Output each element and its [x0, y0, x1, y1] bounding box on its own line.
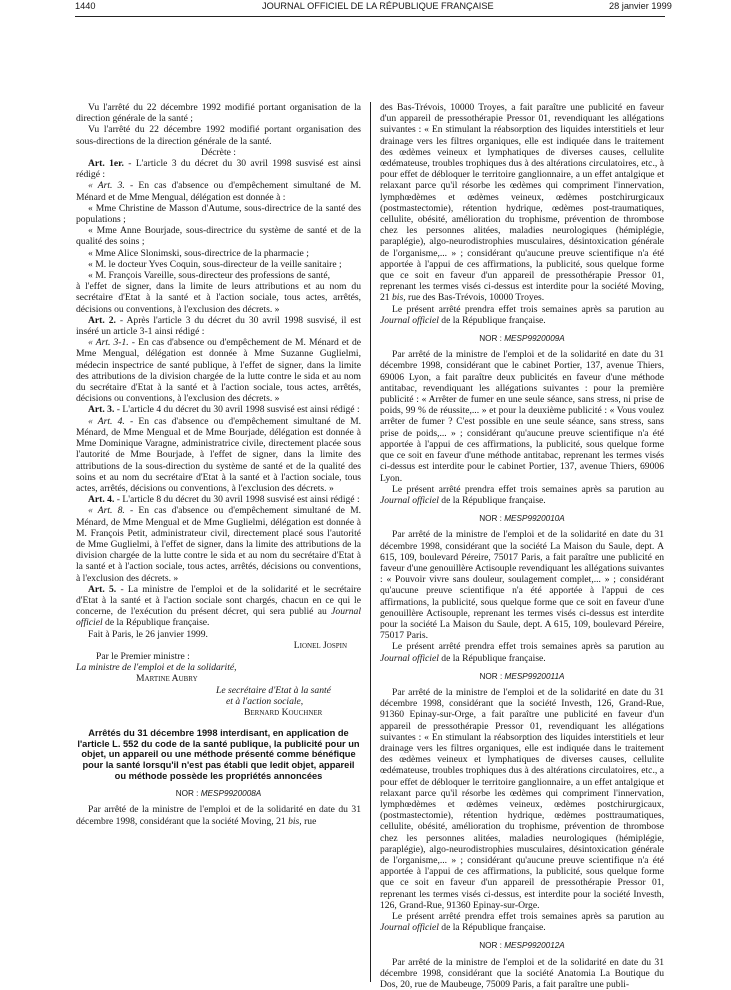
arrete-paragraph: Par arrêté de la ministre de l'emploi et de la solidarité en date du 31 décembre 1998, considérant que le cabinet Portier, 137, avenue Thiers, 69006 Lyon, a fait paraître deux publicités en faveur d'une méthode antitabac, revendiquant les allégations suivantes : pour la première publicité : « Arrêter de fumer en une seule séance, sans stress, ni prise de poids, 99 % de réussite,... » et pour la deuxième publicité : « Vous voulez arrêter de fumer ? C'est possible en une seule séance, sans stress, sans prise de poids,... » ; considérant qu'aucune preuve scientifique n'a été apportée à l'appui de ces affirmations, la publicité, sous quelque forme que ce soit en faveur d'une méthode antitabac, reprenant les termes visés ci-dessus est interdite pour le cabinet Portier, 137, avenue Thiers, 69006 Lyon.: [380, 349, 664, 484]
signature-ministre: La ministre de l'emploi et de la solidarité,: [76, 662, 237, 674]
quote-paragraph: « Art. 4. - En cas d'absence ou d'empêchement simultané de M. Ménard, de Mme Mengual et de Mme Bourjade, délégation est donnée à Mme Dominique Varagne, administratrice civile, directement placée sous l'autorité de Mme Bourjade, à l'effet de signer, dans la limite des attributions de la sous-direction du système de santé et de la qualité des soins et au nom du secrétaire d'Etat à la santé et à l'action sociale, tous actes, arrêtés, décisions ou conventions, à l'exclusion des décrets. »: [76, 415, 362, 494]
nor-reference: NOR : MESP9920010A: [479, 514, 565, 524]
nor-reference: NOR : MESP9920012A: [479, 941, 565, 951]
quote-paragraph: à l'effet de signer, dans la limite de leurs attributions et au nom du secrétaire d'Etat à la santé et à l'action sociale, tous actes, arrêtés, décisions ou conventions, à l'exclusion des décrets. »: [76, 281, 361, 315]
arretes-title: Arrêtés du 31 décembre 1998 interdisant, en application de l'article L. 552 du code de la santé publique, la publicité pour un objet, un appareil ou une méthode présenté comme bénéfique pour la santé lorsqu'il n'est pas établi que ledit objet, appareil ou méthode possède les propriétés annoncées: [77, 728, 360, 781]
decrete-heading: Décrète :: [201, 146, 236, 158]
arrete-paragraph: des Bas-Trévois, 10000 Troyes, a fait paraître une publicité en faveur d'un appareil de pressothérapie Pressor 01, revendiquant les allégations suivantes : « En stimulant la réabsorption des liquides interstitiels et leur drainage vers les filtres organiques, elle est indiquée dans le traitement des œdèmes veineux et lymphatiques de diverses causes, cellulite œdémateuse, troubles trophiques dus à des altérations circulatoires, etc., à pour effet de débloquer le territoire ganglionnaire, a un effet antalgique et relaxant parce qu'il résorbe les œdèmes qui compriment l'innervation, lymphœdèmes et œdèmes veineux, œdèmes postchirurgicaux (postmastectomie), rétention hydrique, œdèmes post-traumatiques, cellulite, obésité, amélioration du trophisme, prévention de thrombose chez les personnes alitées, maladies neurologiques (hémiplégie, paraplégie), algo-neurodistrophies musculaires, désintoxication générale de l'organisme,... » ; considérant qu'aucune preuve scientifique n'a été apportée à l'appui de ces affirmations, la publicité, sous quelque forme que ce soit en faveur d'un appareil de pressothérapie Pressor 01, reprenant les termes visés ci-dessus est interdite pour la société Moving, 21 bis, rue des Bas-Trévois, 10000 Troyes.: [380, 102, 664, 304]
effect-paragraph: Le présent arrêté prendra effet trois semaines après sa parution au Journal officiel de la République française.: [380, 483, 664, 506]
vu-paragraph: Vu l'arrêté du 22 décembre 1992 modifié portant organisation de la direction générale de la santé ;: [76, 102, 361, 125]
issue-date: 28 janvier 1999: [609, 1, 672, 11]
nor-reference: NOR : MESP9920008A: [175, 789, 262, 799]
quote-paragraph: « Mme Alice Slonimski, sous-directrice de la pharmacie ;: [88, 247, 309, 259]
effect-paragraph: Le présent arrêté prendra effet trois semaines après sa parution au Journal officiel de la République française.: [380, 911, 664, 934]
arrete-paragraph: Par arrêté de la ministre de l'emploi et de la solidarité en date du 31 décembre 1998, considérant que la société Anatomia La Boutique du Dos, 20, rue de Maubeuge, 75009 Paris, a fait paraître une publi-: [380, 956, 664, 990]
arrete-paragraph: Par arrêté de la ministre de l'emploi et de la solidarité en date du 31 décembre 1998, considérant que la société Investh, 126, Grand-Rue, 91360 Epinay-sur-Orge, a fait paraître une publicité en faveur d'un appareil de pressothérapie Pressor 01, revendiquant les allégations suivantes : « En stimulant la réabsorption des liquides interstitiels et leur drainage vers les filtres organiques, elle est indiquée dans le traitement des œdèmes veineux et lymphatiques de diverses causes, cellulite œdémateuse, troubles trophiques dus à des altérations circulatoires, etc., a pour effet de débloquer le territoire ganglionnaire, a un effet antalgique et relaxant parce qu'il résorbe les œdèmes qui compriment l'innervation, lymphœdèmes et œdèmes veineux, œdèmes postchirurgicaux, (postmastectomie), rétention hydrique, œdèmes posttraumatiques, cellulite, obésité, amélioration du trophisme, prévention de thrombose chez les personnes alitées, maladies neurologiques (hémiplégie, paraplégie), algo-neurodistrophies musculaires, désintoxication générale de l'organisme,... » ; considérant qu'aucune preuve scientifique n'a été apportée à l'appui de ces affirmations, la publicité, sous quelque forme que ce soit en faveur d'un appareil de pressothérapie Pressor 01, reprenant les termes visés ci-dessus, est interdite pour la société Investh, 126, Grand-Rue, 91360 Epinay-sur-Orge.: [380, 686, 664, 911]
quote-paragraph: « Art. 3. - En cas d'absence ou d'empêchement simultané de M. Ménard et de Mme Mengual, délégation est donnée à :: [76, 180, 362, 203]
nor-reference: NOR : MESP9920011A: [479, 671, 565, 681]
quote-paragraph: « M. le docteur Yves Coquin, sous-directeur de la veille sanitaire ;: [88, 258, 342, 270]
journal-title: JOURNAL OFFICIEL DE LA RÉPUBLIQUE FRANÇAISE: [262, 1, 494, 11]
article-3: Art. 3. - L'article 4 du décret du 30 avril 1998 susvisé est ainsi rédigé :: [88, 404, 360, 416]
article-2: Art. 2. - Après l'article 3 du décret du 30 avril 1998 susvisé, il est inséré un article 3-1 ainsi rédigé :: [76, 314, 362, 338]
right-column: [380, 102, 664, 990]
header-rule: [75, 16, 665, 17]
signature-aubry: Martine Aubry: [136, 673, 198, 685]
vu-paragraph: Vu l'arrêté du 22 décembre 1992 modifié portant organisation des sous-directions de la direction générale de la santé.: [76, 124, 361, 147]
signature-secretaire-2: et à l'action sociale,: [226, 695, 304, 707]
left-column: [76, 102, 361, 827]
quote-paragraph: « Art. 8. - En cas d'absence ou d'empêchement simultané de M. Ménard, de Mme Mengual et de Mme Guglielmi, délégation est donnée à M. François Petit, administrateur civil, directement placé sous l'autorité de Mme Guglielmi, à l'effet de signer, dans la limite des attributions de la division chargée de la lutte contre le sida et au nom du secrétaire d'Etat à la santé et à l'action sociale, tous actes, arrêtés, décisions ou conventions, à l'exclusion des décrets. »: [76, 505, 362, 584]
fait-a-paris: Fait à Paris, le 26 janvier 1999.: [88, 628, 208, 640]
signature-kouchner: Bernard Kouchner: [244, 706, 323, 718]
quote-paragraph: « Mme Christine de Masson d'Autume, sous-directrice de la santé des populations ;: [76, 202, 361, 226]
article-4: Art. 4. - L'article 8 du décret du 30 avril 1998 susvisé est ainsi rédigé :: [88, 494, 360, 506]
page-number: 1440: [75, 1, 96, 11]
arrete-paragraph: Par arrêté de la ministre de l'emploi et de la solidarité en date du 31 décembre 1998, considérant que la société Moving, 21 bis, rue: [76, 804, 361, 827]
page-header: [0, 0, 731, 14]
article-1: Art. 1er. - L'article 3 du décret du 30 avril 1998 susvisé est ainsi rédigé :: [76, 158, 361, 181]
nor-reference: NOR : MESP9920009A: [479, 334, 565, 344]
quote-paragraph: « Mme Anne Bourjade, sous-directrice du système de santé et de la qualité des soins ;: [76, 225, 361, 248]
column-divider: [370, 102, 371, 982]
arrete-paragraph: Par arrêté de la ministre de l'emploi et de la solidarité en date du 31 décembre 1998, considérant que la société La Maison du Saule, dept. A 615, 109, boulevard Péreire, 75017 Paris, a fait paraître une publicité en faveur d'une genouillère Actisouple revendiquant les allégations suivantes : « Pouvoir vivre sans douleur, soulagement complet,... » ; considérant qu'aucune preuve scientifique n'a été apportée à l'appui de ces affirmations, la publicité, sous quelque forme que ce soit en faveur d'une genouillère Actisouple, reprenant les termes visés ci-dessus est interdite pour la société La Maison du Saule, dept. A 615, 109, boulevard Péreire, 75017 Paris.: [380, 529, 664, 642]
effect-paragraph: Le présent arrêté prendra effet trois semaines après sa parution au Journal officiel de la République française.: [380, 641, 664, 664]
quote-paragraph: « M. François Vareille, sous-directeur des professions de santé,: [88, 270, 331, 282]
signature-jospin: Lionel Jospin: [293, 639, 347, 651]
article-5: Art. 5. - La ministre de l'emploi et de la solidarité et le secrétaire d'Etat à la santé et à l'action sociale sont chargés, chacun en ce qui le concerne, de l'exécution du présent décret, qui sera publié au Journal officiel de la République française.: [76, 583, 362, 629]
quote-paragraph: « Art. 3-1. - En cas d'absence ou d'empêchement de M. Ménard et de Mme Mengual, délégation est donnée à Mme Suzanne Guglielmi, médecin inspectrice de santé publique, à l'effet de signer, dans la limite des attributions de la division chargée de la lutte contre le sida et au nom du secrétaire d'Etat à la santé et à l'action sociale, tous actes, arrêtés, décisions ou conventions, à l'exclusion des décrets. »: [76, 337, 362, 405]
signature-secretaire: Le secrétaire d'Etat à la santé: [216, 684, 331, 696]
effect-paragraph: Le présent arrêté prendra effet trois semaines après sa parution au Journal officiel de la République française.: [380, 303, 664, 326]
signature-pm: Par le Premier ministre :: [96, 650, 190, 662]
